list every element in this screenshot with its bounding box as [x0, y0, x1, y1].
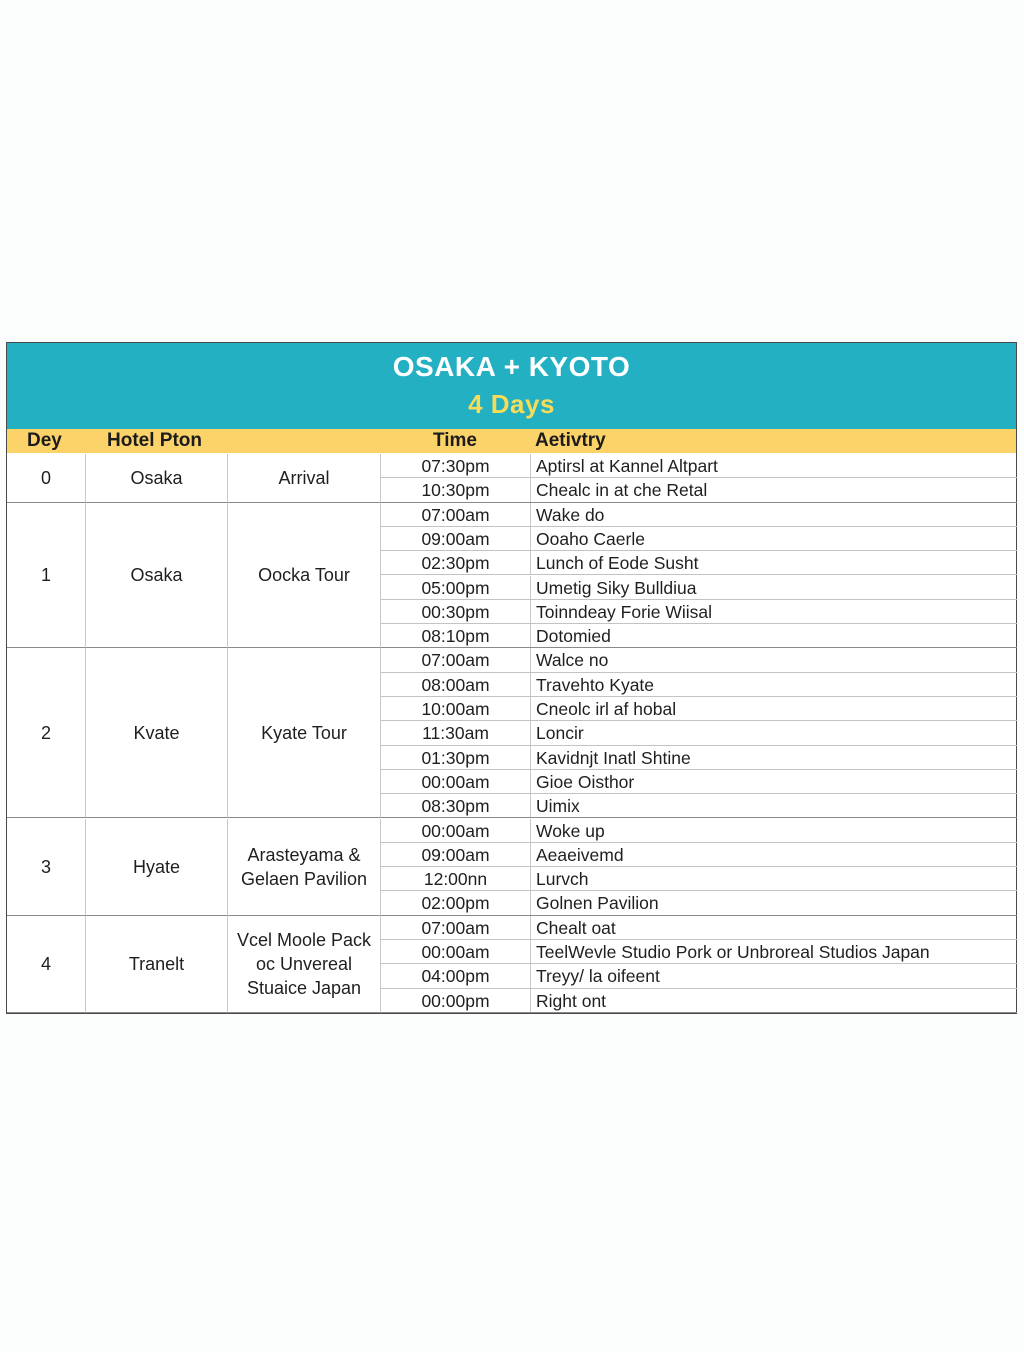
plan-cell: Arasteyama & Gelaen Pavilion [228, 819, 381, 916]
day-cell: 3 [7, 819, 86, 916]
activity-cell: Woke up [536, 820, 605, 841]
table-row [381, 989, 1017, 1013]
table-row [381, 673, 1017, 697]
activity-cell: Cneolc irl af hobal [536, 699, 677, 719]
activity-cell: Aptirsl at Kannel Altpart [536, 456, 718, 476]
activity-cell: Uimix [536, 796, 580, 817]
time-cell: 07:30pm [381, 454, 531, 477]
time-cell: 11:30am [381, 721, 531, 744]
activity-cell: Walce no [536, 650, 609, 671]
plan-cell: Oocka Tour [228, 503, 381, 649]
table-row [381, 770, 1017, 794]
table-row [381, 697, 1017, 721]
itinerary-table [6, 342, 1017, 1014]
activity-cell: Dotomied [536, 626, 611, 647]
table-row [381, 916, 1017, 940]
table-row [381, 819, 1017, 843]
hotel-cell: Osaka [86, 454, 228, 503]
activity-cell: Gioe Oisthor [536, 771, 635, 792]
header-time: Time [433, 430, 478, 451]
hotel-cell: Hyate [86, 819, 228, 916]
table-row [381, 648, 1017, 672]
activity-cell: Ooaho Caerle [536, 528, 645, 549]
table-row [381, 527, 1017, 551]
time-cell: 05:00pm [381, 576, 531, 599]
time-cell: 00:00am [381, 819, 531, 842]
table-header [7, 429, 1016, 453]
table-row [381, 478, 1017, 502]
time-cell: 09:00am [381, 843, 531, 866]
activity-cell: Treyy/ la oifeent [536, 966, 660, 987]
plan-cell: Arrival [228, 454, 381, 503]
activity-cell: Travehto Kyate [536, 674, 655, 695]
time-cell: 00:00am [381, 940, 531, 963]
header-day: Dey [27, 430, 62, 451]
page-title: OSAKA + KYOTO [392, 351, 631, 382]
time-cell: 08:00am [381, 673, 531, 696]
day-cell: 4 [7, 916, 86, 1013]
activity-cell: Loncir [536, 723, 584, 744]
time-cell: 00:00am [381, 770, 531, 793]
table-row [381, 576, 1017, 600]
table-row [381, 503, 1017, 527]
time-cell: 00:30pm [381, 600, 531, 623]
activity-cell: Aeaeivemd [536, 844, 624, 865]
table-row [381, 721, 1017, 745]
time-cell: 01:30pm [381, 746, 531, 769]
time-cell: 08:10pm [381, 624, 531, 647]
time-cell: 02:00pm [381, 891, 531, 914]
activity-cell: Golnen Pavilion [536, 893, 659, 914]
hotel-cell: Osaka [86, 503, 228, 649]
time-cell: 02:30pm [381, 551, 531, 574]
hotel-cell: Kvate [86, 648, 228, 818]
time-cell: 07:00am [381, 648, 531, 671]
table-row [381, 891, 1017, 915]
table-row [381, 794, 1017, 818]
page-subtitle: 4 Days [468, 389, 555, 419]
day-cell: 0 [7, 454, 86, 503]
time-cell: 08:30pm [381, 794, 531, 817]
table-row [381, 551, 1017, 575]
time-cell: 07:00am [381, 916, 531, 939]
activity-cell: Toinndeay Forie Wiisal [536, 601, 713, 622]
hotel-cell: Tranelt [86, 916, 228, 1013]
activity-cell: TeelWevle Studio Pork or Unbroreal Studios Japan [536, 942, 930, 962]
table-row [381, 624, 1017, 648]
time-cell: 10:30pm [381, 478, 531, 501]
time-cell: 12:00nn [381, 867, 531, 890]
time-cell: 04:00pm [381, 964, 531, 987]
table-row [381, 600, 1017, 624]
table-row [381, 746, 1017, 770]
day-cell: 1 [7, 503, 86, 649]
plan-cell: Vcel Moole Pack oc Unvereal Stuaice Japan [228, 916, 381, 1013]
time-cell: 07:00am [381, 503, 531, 526]
time-cell: 10:00am [381, 697, 531, 720]
table-row [381, 964, 1017, 988]
time-cell: 09:00am [381, 527, 531, 550]
table-row [381, 843, 1017, 867]
activity-cell: Chealc in at che Retal [536, 480, 708, 501]
activity-cell: Lurvch [536, 869, 589, 890]
activity-cell: Lunch of Eode Susht [536, 553, 699, 574]
activity-cell: Umetig Siky Bulldiua [536, 577, 697, 598]
activity-cell: Chealt oat [536, 917, 616, 938]
table-row [381, 867, 1017, 891]
activity-cell: Wake do [536, 504, 605, 525]
table-row [381, 454, 1017, 478]
plan-cell: Kyate Tour [228, 648, 381, 818]
header-hotel-plan: Hotel Pton [107, 430, 202, 451]
table-row [381, 940, 1017, 964]
activity-cell: Right ont [536, 990, 607, 1011]
header-activity: Aetivtry [535, 430, 606, 451]
title-banner [7, 343, 1016, 429]
day-cell: 2 [7, 648, 86, 818]
time-cell: 00:00pm [381, 989, 531, 1012]
activity-cell: Kavidnjt Inatl Shtine [536, 747, 691, 768]
